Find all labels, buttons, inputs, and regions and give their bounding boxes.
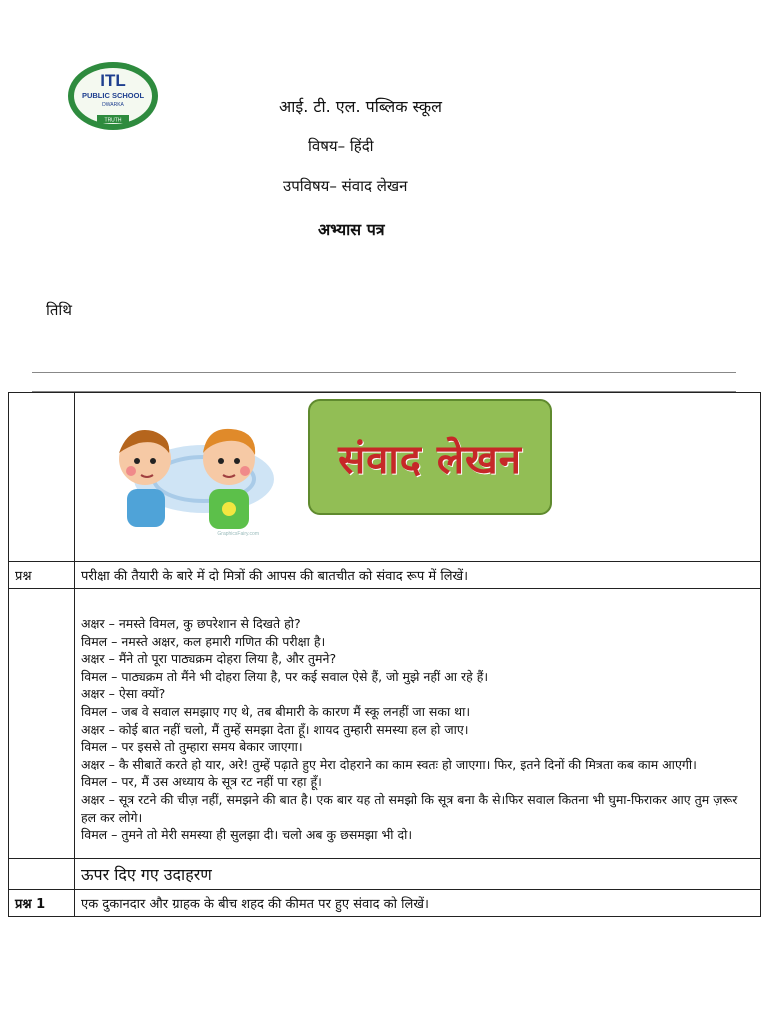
question1-row [9, 889, 761, 916]
question-label: प्रश्न [9, 562, 75, 589]
logo-motto: TRUTH [104, 117, 122, 124]
dialog-line: विमल – पर, मैं उस अध्याय के सूत्र रट नहीं पा रहा हूँ। [81, 774, 322, 790]
dialog-line: विमल – तुमने तो मेरी समस्या ही सुलझा दी। चलो अब कु छसमझा भी दो। [81, 827, 413, 843]
image-credit: GraphicsFairy.com [217, 531, 259, 537]
school-logo [66, 60, 160, 132]
question-text: परीक्षा की तैयारी के बारे में दो मित्रों की आपस की बातचीत को संवाद रूप में लिखें। [75, 562, 761, 589]
dialog-line: अक्षर – कोई बात नहीं चलो, मैं तुम्हें समझा देता हूँ। शायद तुम्हारी समस्या हल हो जाए। [81, 721, 469, 737]
empty-cell [9, 393, 75, 562]
dialog-line: विमल – जब वे सवाल समझाए गए थे, तब बीमारी के कारण मैं स्कू लनहीं जा सका था। [81, 703, 471, 719]
empty-cell [9, 589, 75, 859]
examples-row [9, 858, 761, 889]
two-kids-talking-illustration [109, 419, 279, 539]
image-row [9, 393, 761, 562]
dialog-line: अक्षर – मैंने तो पूरा पाठ्यक्रम दोहरा लिया है, और तुमने? [81, 651, 337, 667]
logo-line2: DWARKA [102, 102, 124, 108]
subject-line: विषय– हिंदी [308, 137, 374, 155]
dialog-line: अक्षर – नमस्ते विमल, कु छपरेशान से दिखते हो? [81, 616, 301, 631]
logo-title: ITL [100, 71, 126, 90]
worksheet-title: अभ्यास पत्र [318, 220, 385, 239]
dialog-cell [75, 589, 761, 859]
school-name: आई. टी. एल. पब्लिक स्कूल [279, 97, 442, 116]
illustration-cell [75, 393, 761, 562]
dialog-writing-banner [308, 399, 552, 515]
empty-cell [9, 858, 75, 889]
dialog-line: अक्षर – ऐसा क्यों? [81, 686, 166, 702]
subtopic-line: उपविषय– संवाद लेखन [283, 177, 408, 195]
logo-line1: PUBLIC SCHOOL [81, 91, 145, 100]
banner-text: संवाद लेखन [338, 435, 522, 483]
dialog-line: विमल – नमस्ते अक्षर, कल हमारी गणित की परीक्षा है। [81, 633, 326, 649]
question-row [9, 562, 761, 589]
question1-label: प्रश्न 1 [9, 889, 75, 916]
date-label: तिथि [46, 301, 72, 319]
divider-line [32, 372, 736, 373]
dialog-row [9, 589, 761, 859]
worksheet-table [8, 392, 761, 917]
examples-heading: ऊपर दिए गए उदाहरण [75, 858, 761, 889]
dialog-line: अक्षर – सूत्र रटने की चीज़ नहीं, समझने की बात है। एक बार यह तो समझो कि सूत्र बना कै से।फिर सवाल कितना भी घुमा-फिराकर आए तुम ज़रूर हल कर लोगे। [81, 791, 738, 825]
dialog-line: विमल – पाठ्यक्रम तो मैंने भी दोहरा लिया है, पर कई सवाल ऐसे हैं, जो मुझे नहीं आ रहे हैं। [81, 668, 489, 684]
dialog-line: विमल – पर इससे तो तुम्हारा समय बेकार जाएगा। [81, 739, 303, 755]
dialog-line: अक्षर – कै सीबातें करते हो यार, अरे! तुम्हें पढ़ाते हुए मेरा दोहराने का काम स्वतः हो जाएगा। फिर, इतने दिनों की मित्रता कब काम आएगी। [81, 756, 697, 772]
question1-text: एक दुकानदार और ग्राहक के बीच शहद की कीमत पर हुए संवाद को लिखें। [75, 889, 761, 916]
